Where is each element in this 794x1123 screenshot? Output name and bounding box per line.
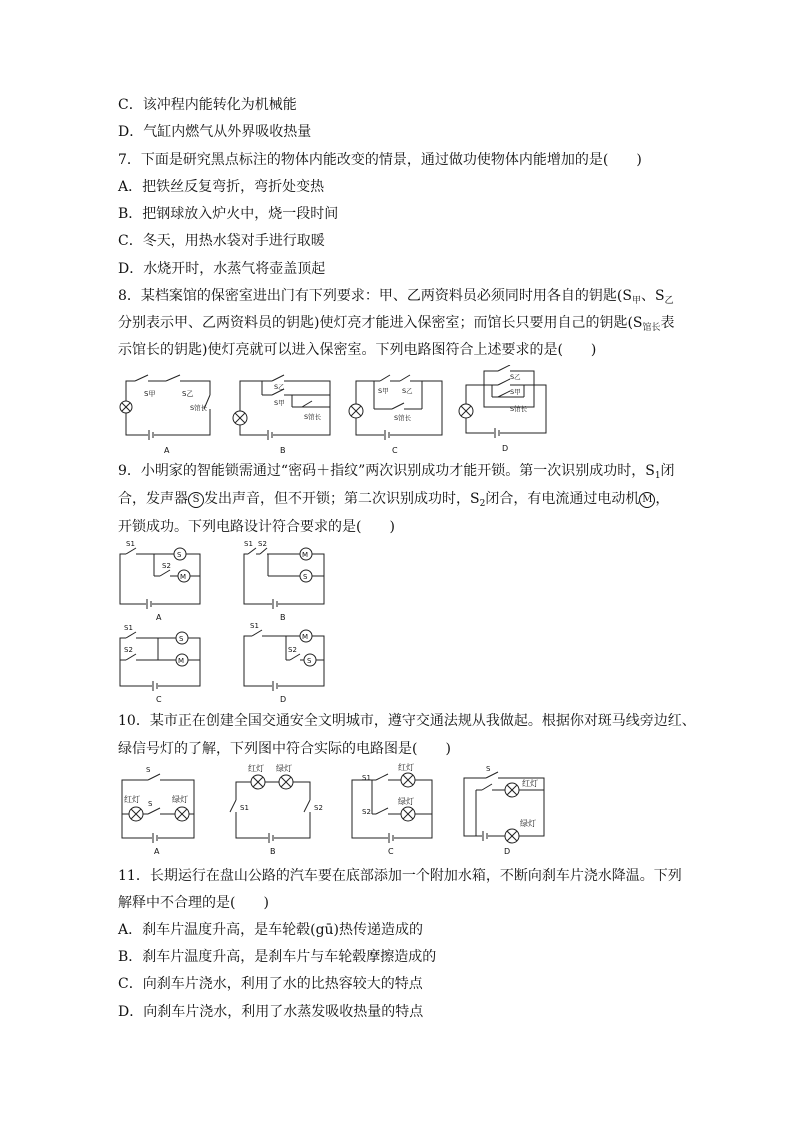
- svg-text:S2: S2: [314, 804, 323, 812]
- q10-circuit-c: [352, 762, 432, 856]
- question-11-line1: 11．长期运行在盘山公路的汽车要在底部添加一个附加水箱，不断向刹车片浇水降温。下列: [118, 868, 682, 884]
- q8-circuit-c: [349, 375, 442, 455]
- svg-text:S: S: [303, 573, 308, 581]
- svg-text:S1: S1: [126, 540, 135, 548]
- svg-text:S乙: S乙: [274, 383, 285, 391]
- svg-text:S乙: S乙: [402, 387, 413, 395]
- svg-text:S2: S2: [258, 540, 267, 548]
- q8-circuit-b: [233, 375, 330, 455]
- svg-text:S馆长: S馆长: [304, 413, 322, 421]
- svg-text:C: C: [156, 695, 162, 704]
- q9-circuit-d: [244, 622, 324, 704]
- svg-text:S馆长: S馆长: [510, 405, 528, 413]
- svg-text:M: M: [302, 633, 309, 641]
- option-d-q7: D．水烧开时，水蒸气将壶盖顶起: [118, 261, 326, 277]
- svg-text:红灯: 红灯: [248, 764, 264, 773]
- svg-text:C: C: [388, 847, 394, 856]
- svg-text:B: B: [280, 446, 286, 455]
- svg-text:S甲: S甲: [510, 388, 521, 396]
- svg-text:S1: S1: [244, 540, 253, 548]
- svg-text:S: S: [486, 765, 491, 773]
- svg-text:红灯: 红灯: [522, 779, 538, 788]
- svg-text:S: S: [148, 800, 153, 808]
- q10-circuits: [112, 762, 552, 858]
- question-11-line2: 解释中不合理的是( ): [118, 895, 269, 911]
- option-a-q7: A．把铁丝反复弯折，弯折处变热: [118, 179, 325, 195]
- svg-text:A: A: [164, 446, 170, 455]
- svg-text:S馆长: S馆长: [190, 404, 208, 412]
- option-b-q11: B．刹车片温度升高，是刹车片与车轮毂摩擦造成的: [118, 949, 437, 965]
- option-c-q7: C．冬天，用热水袋对手进行取暖: [118, 233, 325, 249]
- svg-text:S1: S1: [124, 624, 133, 632]
- svg-text:B: B: [270, 847, 276, 856]
- option-c-q11: C．向刹车片浇水，利用了水的比热容较大的特点: [118, 976, 423, 992]
- svg-text:D: D: [502, 444, 509, 453]
- svg-text:D: D: [280, 695, 287, 704]
- svg-text:绿灯: 绿灯: [172, 795, 188, 804]
- svg-text:S甲: S甲: [274, 399, 285, 407]
- svg-text:S乙: S乙: [182, 390, 194, 398]
- svg-text:绿灯: 绿灯: [276, 764, 292, 773]
- q9-circuits: [112, 540, 352, 710]
- svg-text:S甲: S甲: [144, 390, 156, 398]
- question-8-line2: 分别表示甲、乙两资料员的钥匙)使灯亮才能进入保密室；而馆长只要用自己的钥匙($S_{馆长}$表: [118, 315, 675, 333]
- q10-circuit-d: [464, 765, 544, 856]
- question-10-line2: 绿信号灯的了解，下列图中符合实际的电路图是( ): [118, 741, 451, 757]
- svg-text:S甲: S甲: [378, 387, 389, 395]
- svg-text:S2: S2: [288, 646, 297, 654]
- svg-text:A: A: [154, 847, 160, 856]
- option-c-q6: C．该冲程内能转化为机械能: [118, 97, 297, 113]
- option-d-q11: D．向刹车片浇水，利用了水蒸发吸收热量的特点: [118, 1004, 424, 1020]
- question-10-line1: 10．某市正在创建全国交通安全文明城市，遵守交通法规从我做起。根据你对斑马线旁边红、: [118, 713, 696, 729]
- svg-text:S2: S2: [162, 562, 171, 570]
- svg-text:B: B: [280, 613, 286, 622]
- svg-text:S1: S1: [362, 774, 371, 782]
- svg-text:M: M: [302, 551, 309, 559]
- motor-symbol: M: [639, 492, 655, 508]
- svg-text:S馆长: S馆长: [394, 414, 412, 422]
- q10-circuit-a: [122, 766, 194, 856]
- q8-circuits: [112, 365, 552, 457]
- sounder-symbol: S: [188, 492, 204, 508]
- svg-text:S1: S1: [250, 622, 259, 630]
- svg-text:C: C: [392, 446, 398, 455]
- option-b-q7: B．把钢球放入炉火中，烧一段时间: [118, 206, 339, 222]
- svg-text:红灯: 红灯: [124, 795, 140, 804]
- q9-circuit-a: [120, 540, 200, 622]
- svg-text:S: S: [146, 766, 151, 774]
- svg-text:S2: S2: [362, 808, 371, 816]
- svg-text:A: A: [156, 613, 162, 622]
- q8-circuit-d: [459, 365, 546, 453]
- q9-circuit-c: [120, 624, 200, 704]
- q9-circuit-b: [244, 540, 324, 622]
- svg-text:M: M: [178, 657, 185, 665]
- question-9-line3: 开锁成功。下列电路设计符合要求的是( ): [118, 519, 395, 535]
- question-9-line1: 9．小明家的智能锁需通过“密码＋指纹”两次识别成功才能开锁。第一次识别成功时，$S_1$闭: [118, 463, 675, 481]
- option-d-q6: D．气缸内燃气从外界吸收热量: [118, 124, 312, 140]
- svg-text:S乙: S乙: [510, 373, 521, 381]
- question-9-line2: 合，发声器 S 发出声音，但不开锁；第二次识别成功时，$S_2$闭合，有电流通过电动机 M ，: [118, 491, 670, 509]
- question-7: 7．下面是研究黑点标注的物体内能改变的情景，通过做功使物体内能增加的是( ): [118, 152, 642, 168]
- q10-circuit-b: [230, 763, 323, 856]
- svg-text:S: S: [179, 635, 184, 643]
- svg-text:S: S: [307, 657, 312, 665]
- q8-circuit-a: [120, 375, 210, 455]
- option-a-q11: A．刹车片温度升高，是车轮毂(gū)热传递造成的: [118, 922, 424, 938]
- question-8-line3: 示馆长的钥匙)使灯亮就可以进入保密室。下列电路图符合上述要求的是( ): [118, 342, 597, 358]
- svg-text:红灯: 红灯: [398, 763, 414, 772]
- svg-text:D: D: [504, 847, 511, 856]
- svg-text:S1: S1: [240, 804, 249, 812]
- svg-text:S: S: [177, 551, 182, 559]
- svg-text:绿灯: 绿灯: [520, 819, 536, 828]
- question-8-line1: 8．某档案馆的保密室进出门有下列要求：甲、乙两资料员必须同时用各自的钥匙($S_甲$、$S_乙$: [118, 288, 674, 306]
- svg-text:M: M: [180, 573, 187, 581]
- svg-text:绿灯: 绿灯: [398, 797, 414, 806]
- svg-text:S2: S2: [124, 646, 133, 654]
